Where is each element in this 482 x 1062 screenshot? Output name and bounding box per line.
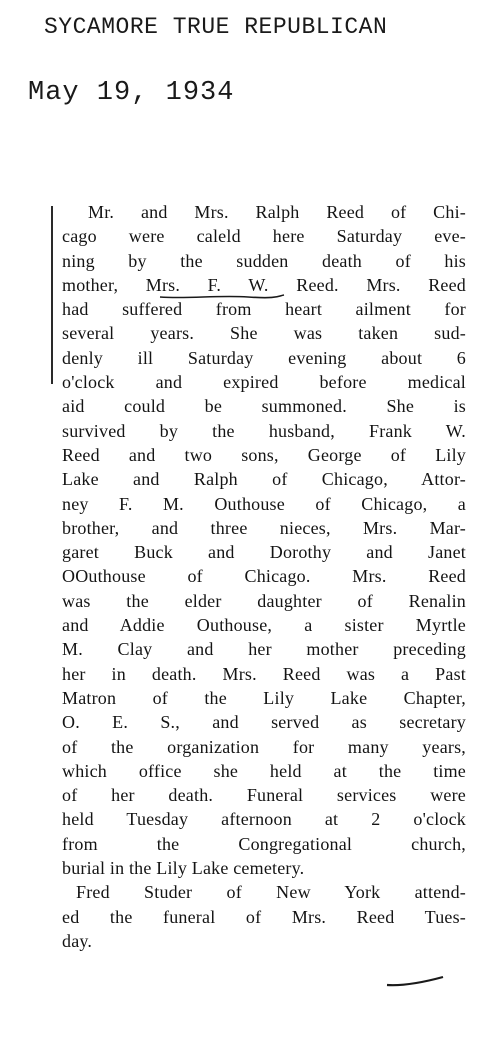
obituary-article [40,200,476,953]
article-line: and Addie Outhouse, a sister Myrtle [62,615,466,636]
newspaper-name: SYCAMORE TRUE REPUBLICAN [44,14,388,40]
article-line: Matron of the Lily Lake Chapter, [62,687,466,708]
article-line: Reed and two sons, George of Lily [62,444,466,465]
article-line: ning by the sudden death of his [62,250,466,271]
article-line: of the organization for many years, [62,736,466,757]
article-line: OOuthouse of Chicago. Mrs. Reed [62,566,466,587]
article-line: survived by the husband, Frank W. [62,420,466,441]
article-line: had suffered from heart ailment for [62,299,466,320]
article-line: day. [62,930,93,951]
article-line: her in death. Mrs. Reed was a Past [62,663,466,684]
article-line: was the elder daughter of Renalin [62,590,466,611]
article-line: M. Clay and her mother preceding [62,639,466,660]
article-line: brother, and three nieces, Mrs. Mar- [62,517,466,538]
article-line: of her death. Funeral services were [62,785,466,806]
article-line: O. E. S., and served as secretary [62,712,466,733]
publication-date: May 19, 1934 [28,78,235,108]
article-line: o'clock and expired before medical [62,372,466,393]
article-line: mother, Mrs. F. W. Reed. Mrs. Reed [62,274,466,295]
handwritten-end-mark [385,974,445,988]
article-line: which office she held at the time [62,760,466,781]
article-line: ney F. M. Outhouse of Chicago, a [62,493,466,514]
article-line: cago were caleld here Saturday eve- [62,226,466,247]
article-line: held Tuesday afternoon at 2 o'clock [62,809,466,830]
article-line: several years. She was taken sud- [62,323,466,344]
article-line: garet Buck and Dorothy and Janet [62,542,466,563]
article-line: ed the funeral of Mrs. Reed Tues- [62,906,466,927]
article-line: Mr. and Mrs. Ralph Reed of Chi- [88,202,466,222]
handwritten-underline [158,292,286,300]
article-line: from the Congregational church, [62,833,466,854]
article-line: Lake and Ralph of Chicago, Attor- [62,469,466,490]
article-line: burial in the Lily Lake cemetery. [62,858,305,879]
article-line: denly ill Saturday evening about 6 [62,347,466,368]
article-line: Fred Studer of New York attend- [76,882,466,903]
newspaper-clipping [40,200,476,1000]
article-line: aid could be summoned. She is [62,396,466,417]
